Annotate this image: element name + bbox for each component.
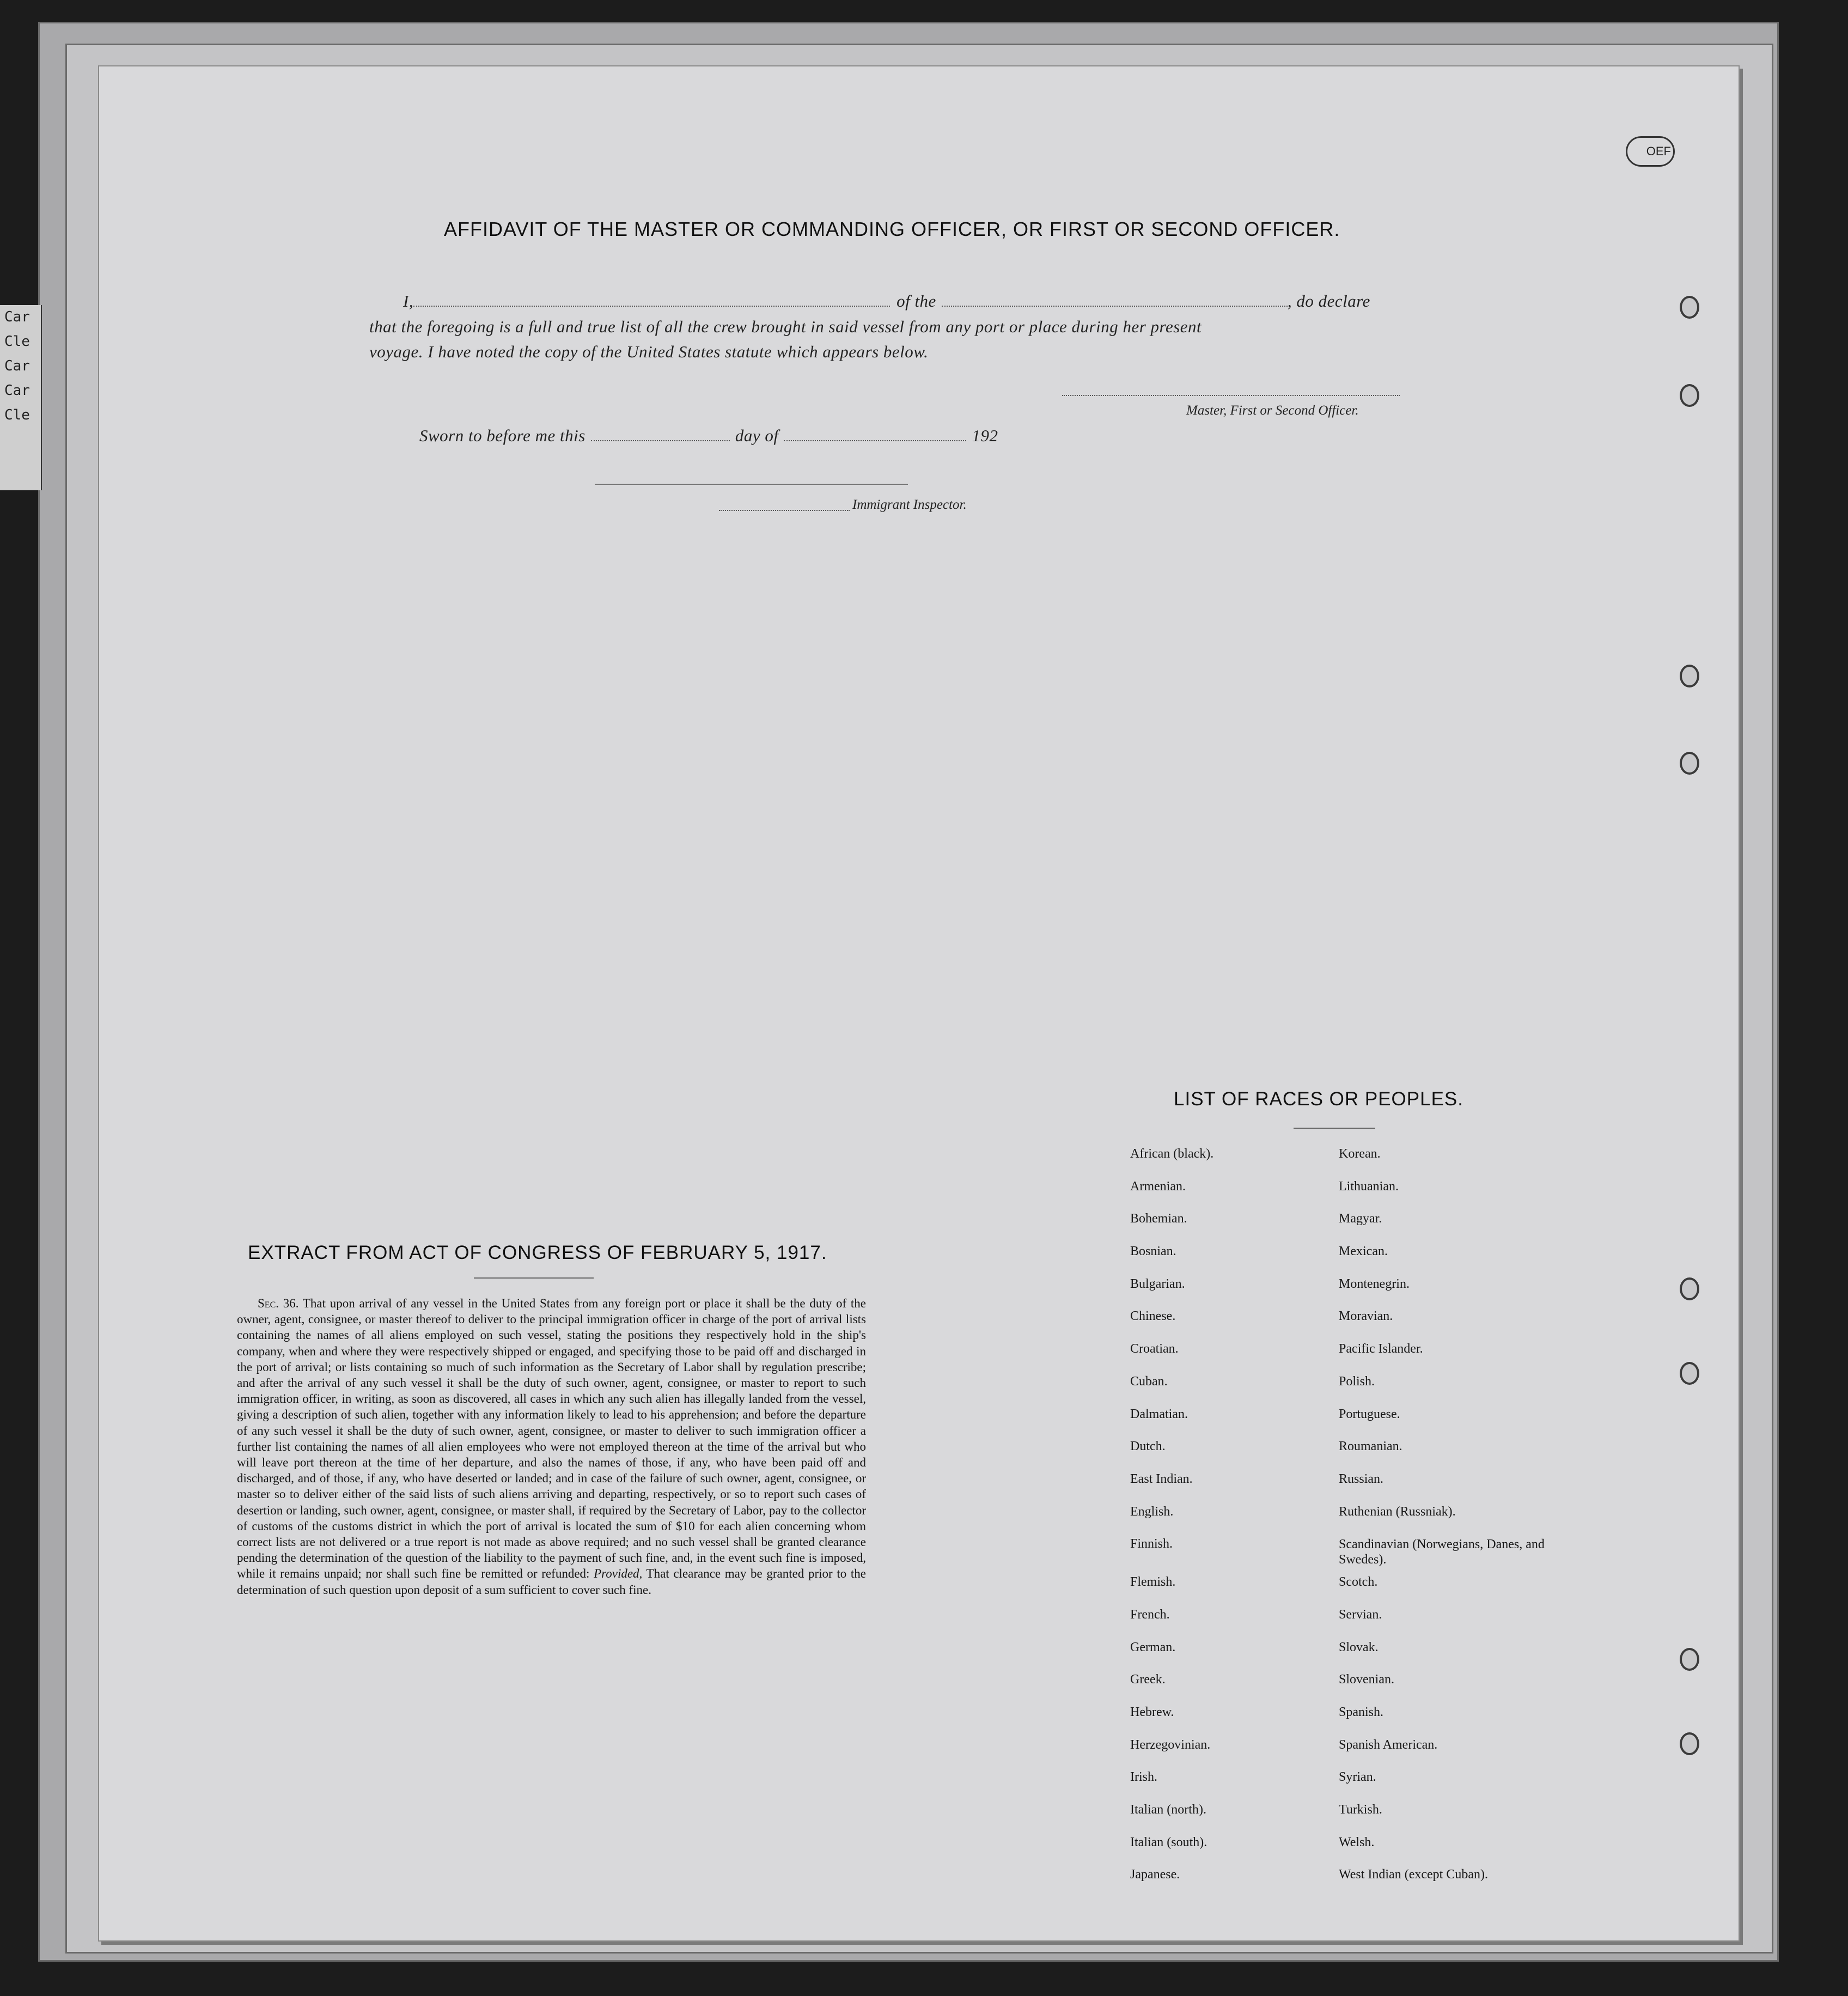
- punch-hole-icon: [1680, 1732, 1699, 1755]
- race-item: Greek.: [1130, 1672, 1166, 1687]
- name-field[interactable]: [413, 306, 890, 307]
- punch-hole-icon: [1680, 1277, 1699, 1300]
- race-item: Flemish.: [1130, 1575, 1176, 1590]
- affidavit-of-the: of the: [896, 291, 936, 311]
- race-item: Italian (north).: [1130, 1803, 1206, 1817]
- race-item: Syrian.: [1339, 1770, 1376, 1785]
- master-signature-field[interactable]: [1062, 395, 1400, 396]
- race-item: Chinese.: [1130, 1309, 1176, 1324]
- year-text: 192: [972, 426, 998, 445]
- races-title: LIST OF RACES OR PEOPLES.: [1174, 1088, 1464, 1110]
- inspector-signature-field[interactable]: [719, 510, 850, 511]
- race-item: Spanish.: [1339, 1705, 1384, 1719]
- race-item: Magyar.: [1339, 1212, 1382, 1226]
- race-item: Korean.: [1339, 1147, 1381, 1161]
- race-item: Turkish.: [1339, 1803, 1382, 1817]
- race-item: Pacific Islander.: [1339, 1342, 1423, 1356]
- race-item: Croatian.: [1130, 1342, 1179, 1356]
- punch-hole-icon: [1680, 752, 1699, 775]
- race-item: Scandinavian (Norwegians, Danes, and Swedes).: [1339, 1537, 1545, 1567]
- races-column-2: [1339, 1147, 1578, 1900]
- race-item: Roumanian.: [1339, 1439, 1402, 1454]
- race-item: Hebrew.: [1130, 1705, 1174, 1719]
- punch-hole-icon: [1680, 1648, 1699, 1671]
- race-item: Herzegovinian.: [1130, 1737, 1211, 1752]
- race-item: African (black).: [1130, 1147, 1214, 1161]
- affidavit-line-1: [403, 291, 1370, 311]
- affidavit-line-2: that the foregoing is a full and true list of all the crew brought in said vessel from any port or place during her present: [369, 317, 1202, 336]
- vessel-field[interactable]: [942, 306, 1288, 307]
- race-item: French.: [1130, 1607, 1170, 1622]
- punch-hole-icon: [1680, 665, 1699, 687]
- sworn-text: Sworn to before me this: [419, 426, 585, 445]
- punch-hole-icon: [1680, 384, 1699, 407]
- race-item: Russian.: [1339, 1471, 1384, 1486]
- race-item: Moravian.: [1339, 1309, 1393, 1324]
- extract-body-a: That upon arrival of any vessel in the United States from any foreign port or place it shall be the duty of the owner, agent, consignee, or master thereof to deliver to the principal immigration officer in charge of the port of arrival lists containing the names of all aliens employed on such vessel, stating the positions they respectively hold in the ship's company, when and where they were respectively shipped or engaged, and specifying those to be paid off and discharged in the port of arrival; or lists containing so much of such information as the Secretary of Labor shall by regulation prescribe; and after the arrival of any such vessel it shall be the duty of such owner, agent, consignee, or master to report to such immigration officer, in writing, as soon as discovered, all cases in which any such alien has illegally landed from the vessel, giving a description of such alien, together with any information likely to lead to his apprehension; and before the departure of any such vessel it shall be the duty of such owner, agent, consignee, or master to deliver to such immigration officer a further list containing the names of all alien employees who were not employed thereon at the time of the arrival but who will leave port thereon at the time of her departure, and also the names of those, if any, who have been paid off and discharged, and of those, if any, who have deserted or landed; and in case of the failure of such owner, agent, consignee, or master so to deliver either of the said lists of such aliens arriving and departing, respectively, or so to report such cases of desertion or landing, such owner, agent, consignee, or master shall, if required by the Secretary of Labor, pay to the collector of customs of the customs district in which the port of arrival is located the sum of $10 for each alien concerning whom correct lists are not delivered or a true report is not made as above required; and no such vessel shall be granted clearance pending the determination of the question of the liability to the payment of such fine, and, in the event such fine is imposed, while it remains unpaid; nor shall such fine be remitted or refunded:: [237, 1297, 866, 1581]
- race-item: Ruthenian (Russniak).: [1339, 1504, 1456, 1519]
- race-item: Finnish.: [1130, 1537, 1173, 1551]
- provided-word: Provided,: [594, 1567, 643, 1581]
- race-item: Dutch.: [1130, 1439, 1166, 1454]
- race-item: Mexican.: [1339, 1244, 1388, 1259]
- extract-title: EXTRACT FROM ACT OF CONGRESS OF FEBRUARY 5, 1917.: [248, 1242, 827, 1263]
- affidavit-declare: , do declare: [1287, 291, 1370, 311]
- strip-text: Cle: [4, 333, 30, 350]
- affidavit-title: AFFIDAVIT OF THE MASTER OR COMMANDING OFFICER, OR FIRST OR SECOND OFFICER.: [444, 218, 1340, 240]
- race-item: Lithuanian.: [1339, 1179, 1399, 1194]
- extract-rule: [474, 1277, 594, 1279]
- race-item: Slovenian.: [1339, 1672, 1394, 1687]
- race-item: German.: [1130, 1640, 1176, 1654]
- race-item: Italian (south).: [1130, 1835, 1207, 1849]
- race-item: Cuban.: [1130, 1374, 1168, 1389]
- sworn-month-field[interactable]: [784, 440, 966, 441]
- race-item: Spanish American.: [1339, 1737, 1438, 1752]
- race-item: Polish.: [1339, 1374, 1375, 1389]
- sworn-day-field[interactable]: [591, 440, 730, 441]
- strip-text: Car: [4, 382, 30, 399]
- strip-text: Car: [4, 309, 30, 325]
- race-item: West Indian (except Cuban).: [1339, 1867, 1488, 1882]
- race-item: Irish.: [1130, 1770, 1157, 1785]
- strip-text: Car: [4, 358, 30, 374]
- race-item: Bosnian.: [1130, 1244, 1176, 1259]
- section-label: Sec. 36.: [258, 1297, 299, 1310]
- race-item: East Indian.: [1130, 1471, 1193, 1486]
- page-number-stamp: OEF: [1626, 136, 1675, 167]
- punch-hole-icon: [1680, 1362, 1699, 1385]
- punch-hole-icon: [1680, 296, 1699, 319]
- race-item: Bohemian.: [1130, 1212, 1187, 1226]
- affidavit-i: I,: [403, 291, 414, 311]
- races-rule: [1294, 1128, 1375, 1129]
- sworn-line: [419, 426, 998, 446]
- race-item: Welsh.: [1339, 1835, 1375, 1849]
- day-of-text: day of: [735, 426, 779, 445]
- inspector-caption: Immigrant Inspector.: [852, 497, 967, 512]
- race-item: Portuguese.: [1339, 1407, 1400, 1421]
- races-column-1: [1130, 1147, 1315, 1900]
- master-caption: Master, First or Second Officer.: [1186, 403, 1359, 418]
- race-item: Servian.: [1339, 1607, 1382, 1622]
- race-item: Slovak.: [1339, 1640, 1379, 1654]
- affidavit-line-3: voyage. I have noted the copy of the United States statute which appears below.: [369, 342, 929, 361]
- strip-text: Cle: [4, 407, 30, 423]
- race-item: Dalmatian.: [1130, 1407, 1188, 1421]
- left-edge-strip: [0, 305, 42, 490]
- race-item: Bulgarian.: [1130, 1276, 1185, 1291]
- extract-body-b: That clearance may be granted prior to the determination of such question upon deposit of a sum sufficient to cover such fine.: [237, 1567, 866, 1597]
- race-item: Japanese.: [1130, 1867, 1180, 1882]
- race-item: Montenegrin.: [1339, 1276, 1410, 1291]
- inspector-rule: [595, 484, 908, 485]
- race-item: Scotch.: [1339, 1575, 1378, 1590]
- extract-body: [237, 1295, 866, 1598]
- race-item: Armenian.: [1130, 1179, 1186, 1194]
- race-item: English.: [1130, 1504, 1174, 1519]
